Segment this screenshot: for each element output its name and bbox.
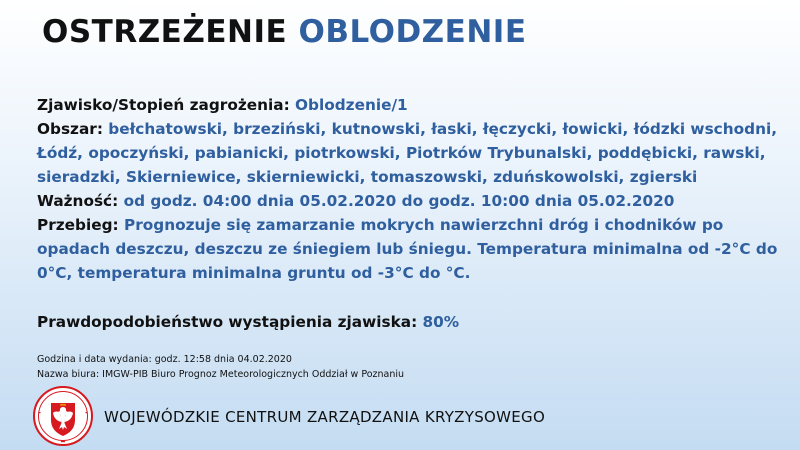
- issue-time: Godzina i data wydania: godz. 12:58 dnia 04.02.2020: [37, 354, 292, 365]
- phenomenon-row: [37, 93, 797, 117]
- area-row: [37, 117, 797, 189]
- phenomenon-label: Zjawisko/Stopień zagrożenia:: [37, 96, 290, 114]
- title-warning-word: OSTRZEŻENIE: [42, 14, 288, 50]
- organization-name: WOJEWÓDZKIE CENTRUM ZARZĄDZANIA KRYZYSOWEGO: [104, 408, 546, 426]
- validity-value: od godz. 04:00 dnia 05.02.2020 do godz. 10:00 dnia 05.02.2020: [123, 192, 675, 210]
- area-value: bełchatowski, brzeziński, kutnowski, łaski, łęczycki, łowicki, łódzki wschodni, Łódź, opoczyński, pabianicki, piotrkowski, Piotrków Trybunalski, poddębicki, rawski, sieradzki, Skierniewice, skierniewicki, tomaszowski, zduńskowolski, zgierski: [37, 120, 778, 186]
- warning-title: [42, 14, 527, 50]
- office-name: Nazwa biura: IMGW-PIB Biuro Prognoz Meteorologicznych Oddział w Poznaniu: [37, 369, 405, 380]
- probability-label: Prawdopodobieństwo wystąpienia zjawiska:: [37, 313, 418, 331]
- validity-label: Ważność:: [37, 192, 119, 210]
- probability-row: [37, 313, 459, 331]
- title-phenomenon-word: OBLODZENIE: [298, 14, 527, 50]
- course-value: Prognozuje się zamarzanie mokrych nawierzchni dróg i chodników po opadach deszczu, deszczu ze śniegiem lub śniegu. Temperatura minimalna od -2°C do 0°C, temperatura minimalna gruntu od -3°C do °C.: [37, 216, 778, 282]
- probability-value: 80%: [422, 313, 460, 331]
- issue-info: [37, 352, 404, 382]
- course-row: [37, 213, 797, 285]
- warning-details: [37, 93, 797, 285]
- phenomenon-value: Oblodzenie/1: [295, 96, 408, 114]
- area-label: Obszar:: [37, 120, 103, 138]
- course-label: Przebieg:: [37, 216, 119, 234]
- polish-eagle-emblem-icon: [33, 386, 93, 446]
- validity-row: [37, 189, 797, 213]
